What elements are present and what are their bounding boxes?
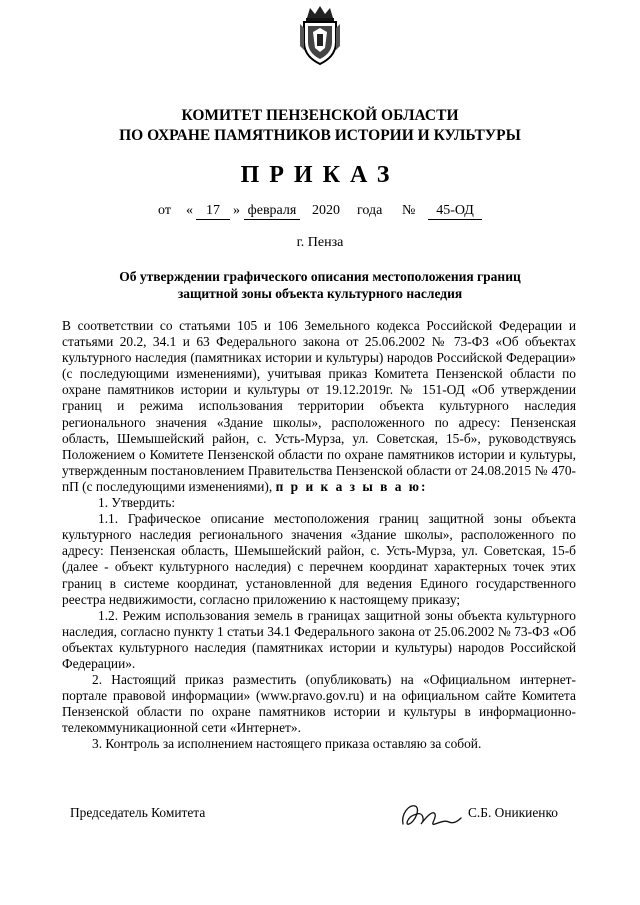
- city-name: г. Пенза: [296, 235, 344, 250]
- document-body: [62, 318, 576, 753]
- item-3: 3. Контроль за исполнением настоящего приказа оставляю за собой.: [92, 736, 482, 752]
- signatory-name: С.Б. Оникиенко: [468, 805, 558, 820]
- item-2: 2. Настоящий приказ разместить (опубликовать) на «Официальном интернет-портале правовой информации» (www.pravo.gov.ru) и на официальном сайте Комитета Пензенской области по охране памятников истории и культуры в информационно-телекоммуникационной сети «Интернет».: [62, 672, 576, 736]
- date-year: 2020: [312, 203, 340, 218]
- coat-of-arms-icon: [295, 4, 345, 66]
- order-word: п р и к а з ы в а ю:: [275, 478, 428, 494]
- date-from-label: от: [158, 203, 171, 218]
- handwritten-signature: [395, 796, 465, 836]
- item-1-1: 1.1. Графическое описание местоположения границ защитной зоны объекта культурного наследия регионального значения «Здание школы», расположенного по адресу: Пензенская область, Шемышейский район, с. Усть-Мурза, ул. Советская, 15-б (далее - объект культурного наследия) с перечнем координат характерных точек этих границ в системе координат, установленной для ведения Единого государственного реестра недвижимости, согласно приложению к настоящему приказу;: [62, 511, 576, 607]
- quote-close: »: [233, 203, 240, 218]
- date-month: февраля: [244, 203, 300, 220]
- item-1-2: 1.2. Режим использования земель в границах защитной зоны объекта культурного наследия, согласно пункту 1 статьи 34.1 Федерального закона от 25.06.2002 № 73-ФЗ «Об объектах культурного наследия (памятниках истории и культуры) народов Российской Федерации».: [62, 607, 576, 671]
- organization-name-line1: КОМИТЕТ ПЕНЗЕНСКОЙ ОБЛАСТИ: [181, 107, 459, 124]
- signature-block: [0, 802, 640, 842]
- subject-line2: защитной зоны объекта культурного наследия: [177, 286, 463, 301]
- number-label: №: [402, 203, 416, 218]
- preamble-text: В соответствии со статьями 105 и 106 Земельного кодекса Российской Федерации и статьями 20.2, 34.1 и 63 Федерального закона от 25.06.2002 № 73-ФЗ «Об объектах культурного наследия (памятниках истории и культуры) народов Российской Федерации» (с последующими изменениями), учитывая приказ Комитета Пензенской области по охране памятников истории и культуры от 19.12.2019г. № 151-ОД «Об утверждении границ и режима использования территории объекта культурного наследия регионального значения «Здание школы», расположенного по адресу: Пензенская область, Шемышейский район, с. Усть-Мурза, ул. Советская, 15-б», руководствуясь Положением о Комитете Пензенской области по охране памятников истории и культуры, утвержденным постановлением Правительства Пензенской области от 24.08.2015 № 470-пП (с последующими изменениями),: [62, 318, 576, 494]
- item-1: 1. Утвердить:: [98, 495, 176, 511]
- date-day: 17: [196, 203, 230, 220]
- subject-line1: Об утверждении графического описания местоположения границ: [119, 269, 521, 284]
- signatory-role: Председатель Комитета: [70, 805, 206, 820]
- preamble-paragraph: [62, 318, 576, 495]
- year-label: года: [357, 203, 383, 218]
- document-subject: [100, 268, 540, 302]
- document-type-title: ПРИКАЗ: [240, 162, 400, 188]
- document-number: 45-ОД: [428, 203, 482, 220]
- organization-name-line2: ПО ОХРАНЕ ПАМЯТНИКОВ ИСТОРИИ И КУЛЬТУРЫ: [119, 127, 521, 144]
- date-number-line: [0, 203, 640, 225]
- quote-open: «: [186, 203, 193, 218]
